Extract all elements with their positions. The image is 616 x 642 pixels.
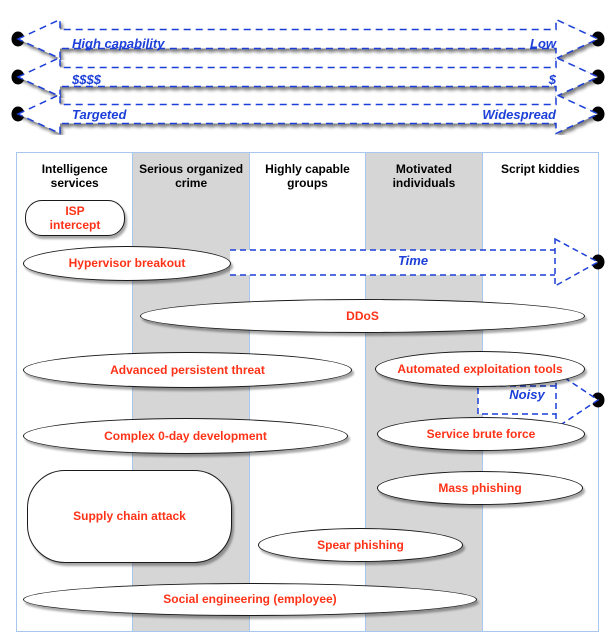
time-arrow-head (555, 239, 598, 286)
axis-left-label: $$$$ (72, 71, 101, 87)
time-label: Time (397, 253, 429, 268)
threat-spear-phishing: Spear phishing (258, 528, 463, 562)
capability-axis-labels (72, 35, 556, 51)
threat-supply-chain-attack: Supply chain attack (27, 470, 232, 563)
threat-advanced-persistent-threat: Advanced persistent threat (23, 352, 352, 388)
threat-automated-exploitation-tools: Automated exploitation tools (375, 351, 585, 387)
axis-right-label: Low (530, 35, 556, 51)
threat-ddos: DDoS (140, 299, 585, 333)
threat-complex-0day-development: Complex 0-day development (23, 418, 348, 454)
noisy-label: Noisy (509, 387, 545, 402)
column-header: Script kiddies (500, 162, 580, 176)
column-header: Intelligence services (41, 162, 108, 191)
column-header: Motivated individuals (392, 162, 456, 191)
targeting-axis-labels (72, 106, 556, 122)
column-header: Serious organized crime (139, 162, 244, 191)
threat-isp-intercept: ISP intercept (25, 200, 125, 236)
cost-axis-labels (72, 71, 556, 87)
threat-hypervisor-breakout: Hypervisor breakout (23, 246, 231, 281)
threat-service-brute-force: Service brute force (377, 417, 585, 451)
axis-left-label: High capability (72, 35, 165, 51)
axis-left-label: Targeted (72, 106, 127, 122)
axis-right-label: Widespread (482, 106, 556, 122)
threat-social-engineering: Social engineering (employee) (23, 583, 477, 616)
column-header: Highly capable groups (265, 162, 350, 191)
threat-mass-phishing: Mass phishing (377, 471, 583, 505)
axis-right-label: $ (548, 71, 556, 87)
